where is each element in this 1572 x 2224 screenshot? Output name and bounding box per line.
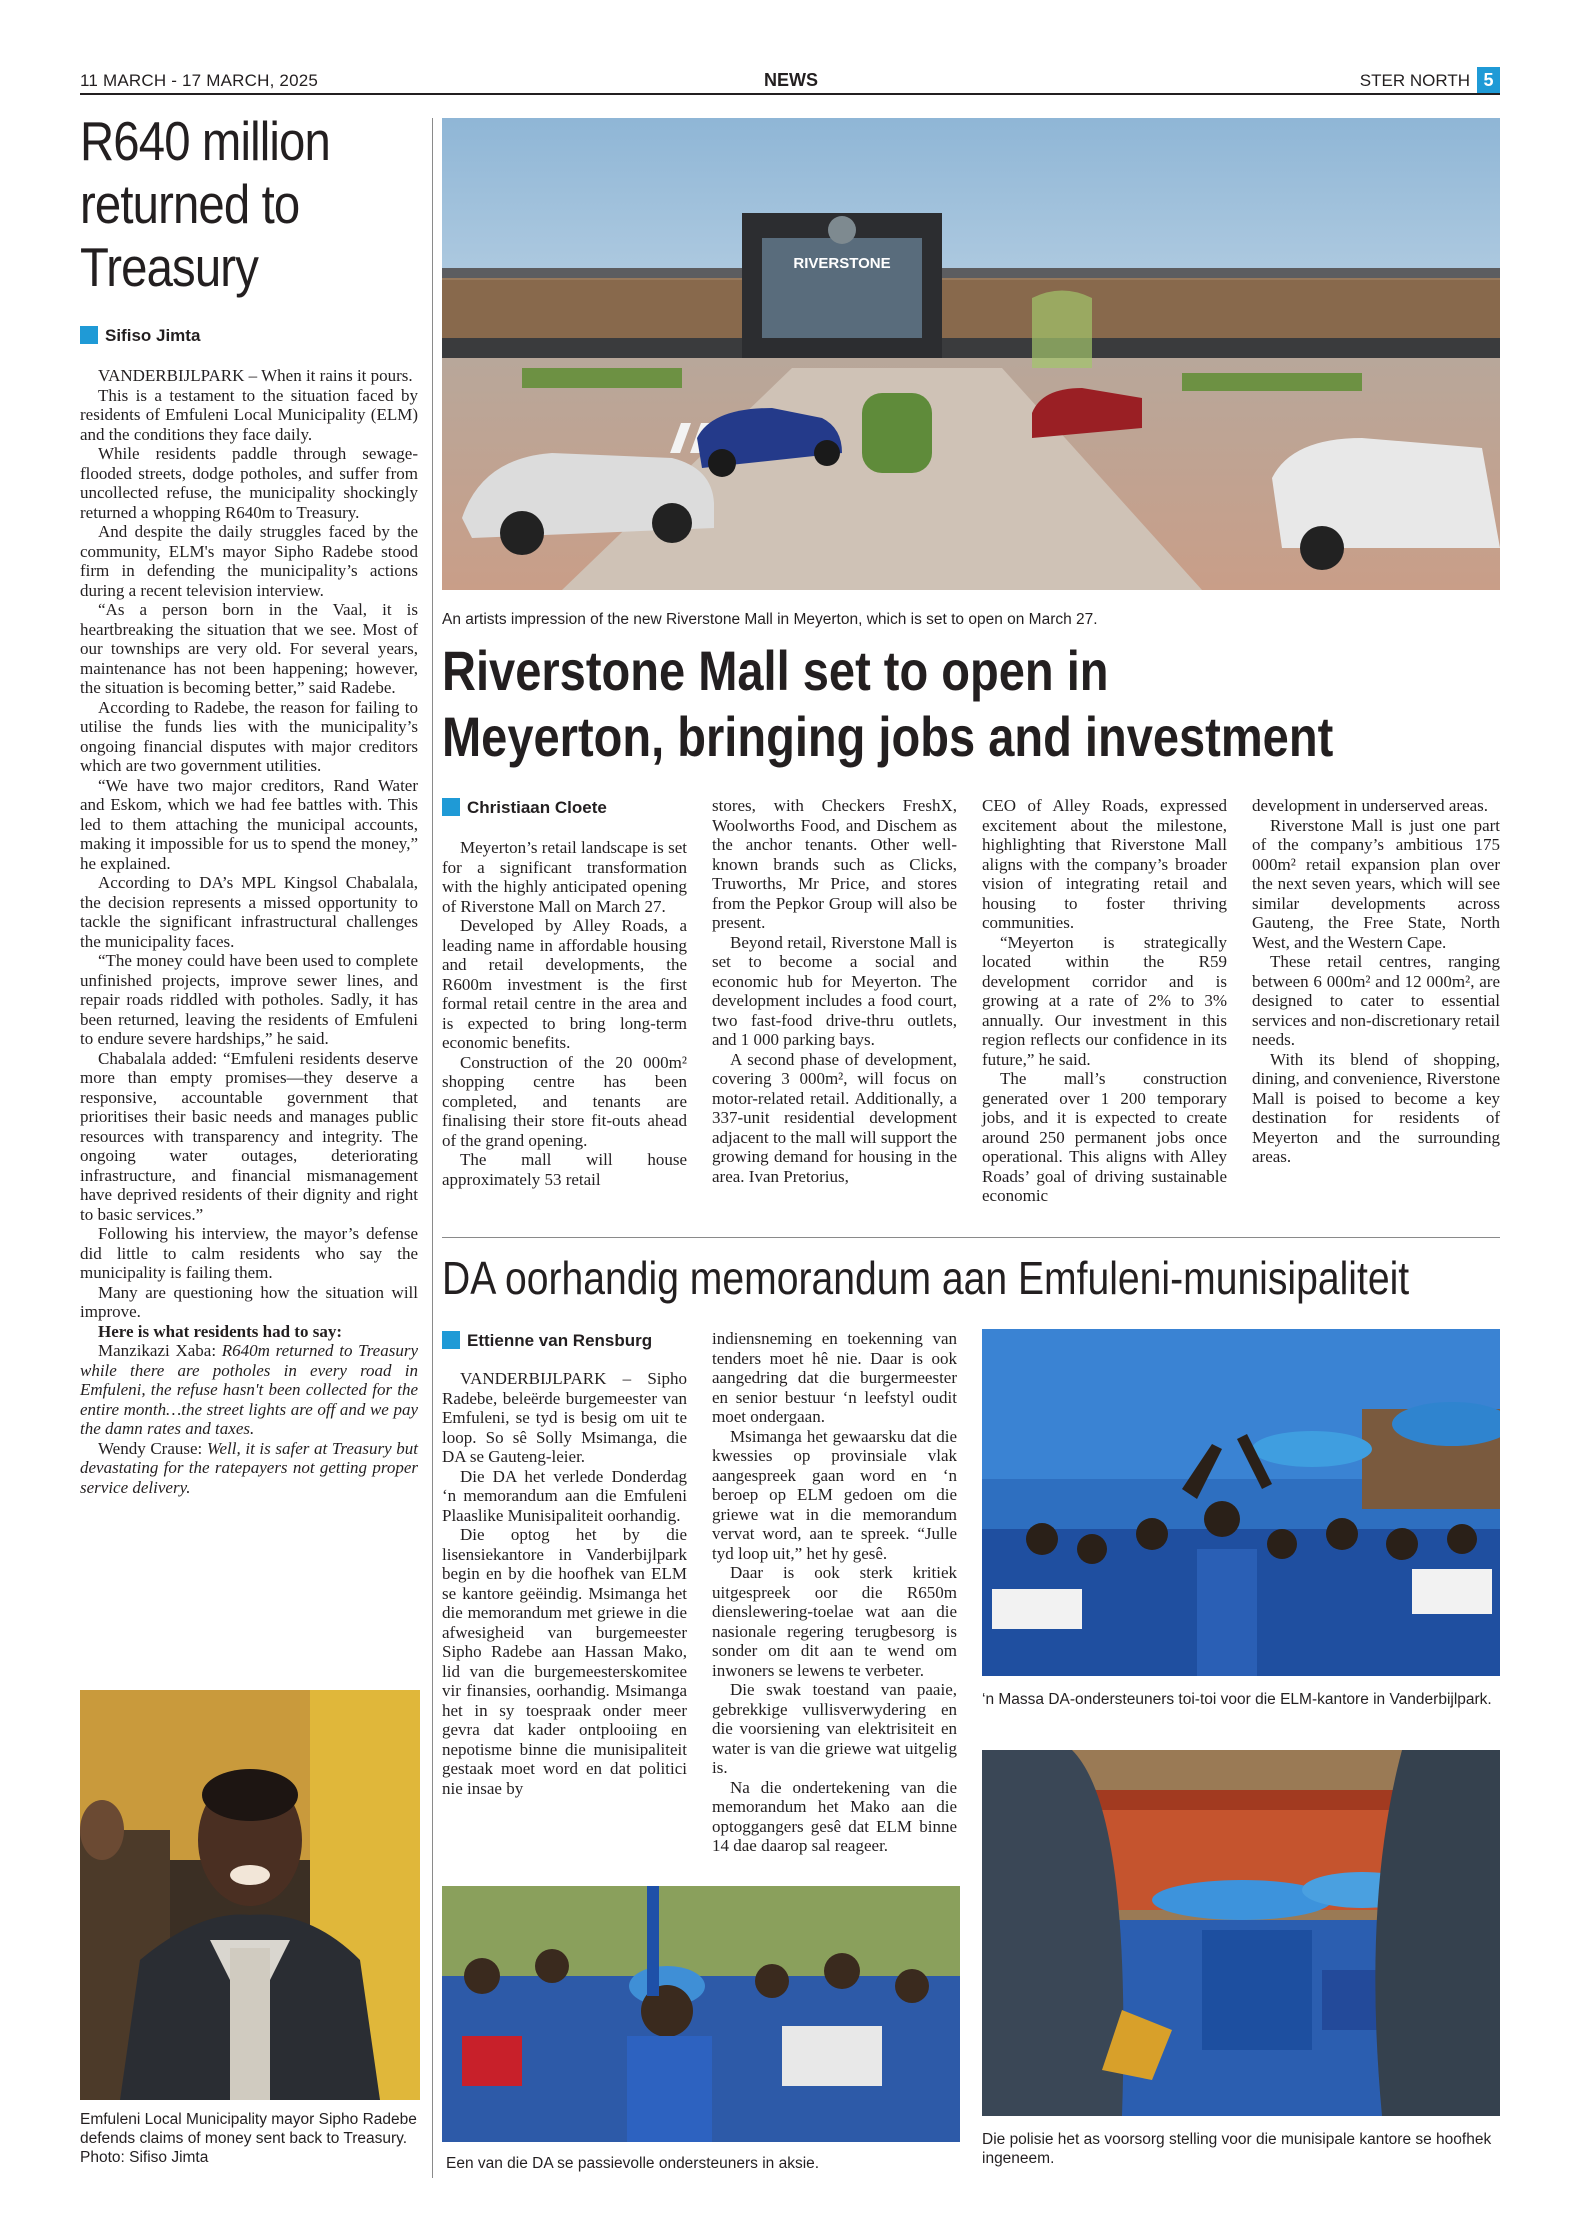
article2-col1: Meyerton’s retail landscape is set for a significant transformation with the highly anticipated opening of Riverstone Mall on March 27. Developed by Alley Roads, a leading name in affordable housing and retail developments, the R600m investment is the first formal retail centre in the area and is expected to bring long-term economic benefits. Construction of the 20 000m² shopping centre has been completed, and tenants are finalising their store fit-outs ahead of the grand opening. The mall will house approximately 53 retail bbox=[442, 838, 687, 1189]
police-photo-caption: Die polisie het as voorsorg stelling voor die munisipale kantore se hoofhek ingeneem. bbox=[982, 2131, 1492, 2167]
da-march-photo bbox=[982, 1329, 1500, 1676]
article3-byline: Ettienne van Rensburg bbox=[442, 1330, 652, 1352]
article2-col4: development in underserved areas. Riverstone Mall is just one part of the company’s ambitious 175 000m² retail expansion plan over the next seven years, which will see similar developments across Gauteng, the Free State, North West, and the Western Cape. These retail centres, ranging between 6 000m² and 12 000m², are designed to cater to essential services and non-discretionary retail needs. With its blend of shopping, dining, and convenience, Riverstone Mall is poised to become a key destination for residents of Meyerton and the surrounding areas. bbox=[1252, 796, 1500, 1166]
article1-body: VANDERBIJLPARK – When it rains it pours. This is a testament to the situation faced by residents of Emfuleni Local Municipality (ELM) and the conditions they face daily. While residents paddle through sewage-flooded streets, dodge potholes, and suffer from uncollected refuse, the municipality shockingly returned a whopping R640m to Treasury. And despite the daily struggles faced by the community, ELM's mayor Sipho Radebe stood firm in defending the municipality’s actions during a recent television interview. “As a person born in the Vaal, it is heartbreaking the situation that we see. Most of our townships are very old. For several years, maintenance has not been happening; however, the situation is becoming better,” said Radebe. According to Radebe, the reason for failing to utilise the funds lies with the municipality’s ongoing financial disputes with major creditors which are two government utilities. “We have two major creditors, Rand Water and Eskom, which we had fee battles with. This led to them attaching the municipal accounts, making it impossible for us to spend the money,” he explained. According to DA’s MPL Kingsol Chabalala, the decision represents a missed opportunity to tackle the significant infrastructural challenges the municipality faces. “The money could have been used to complete unfinished projects, improve sewer lines, and repair roads riddled with potholes. Sadly, it has been returned, leaving the residents of Emfuleni to endure severe hardships,” he said. Chabalala added: “Emfuleni residents deserve more than empty promises—they deserve a responsive, accountable government that prioritises their basic needs and manages public resources with transparency and integrity. The ongoing water outages, deteriorating infrastructure, and financial mismanagement have deprived residents of their dignity and right to basic services.” Following his interview, the mayor’s defense did little to calm residents who say the municipality is failing them. Many are questioning how the situation will improve. Here is what residents had to say: Manzikazi Xaba: R640m returned to Treasury while there are potholes in every road in Emfuleni, the refuse hasn't been collected for the entire month…the street lights are off and we pay the damn rates and taxes. Wendy Crause: Well, it is safer at Treasury but devastating for the ratepayers not getting proper service delivery. bbox=[80, 366, 419, 1497]
article3-col2: indiensneming en toekenning van tenders moet hê nie. Daar is ook aangedring dat die burgermeester en senior bestuur ‘n leefstyl oudit moet ondergaan. Msimanga het gewaarsku dat die kwessies op provinsiale vlak aangespreek gaan word en ‘n beroep op ELM gedoen om die griewe wat in die memorandum vervat word, aan te spreek. “Julle tyd loop uit,” het hy gesê. Daar is ook sterk kritiek uitgespreek oor die R650m dienslewering-toelae wat aan die nasionale regering terugbesorg is sonder om dit aan te wend om inwoners se lewens te verbeter. Die swak toestand van paaie, gebrekkige vullisverwydering en die voorsiening van elektrisiteit en water is van die griewe wat uitgelig is. Na die ondertekening van die memorandum het Mako aan die optoggangers gesê dat ELM binne 14 dae daarop sal reageer. bbox=[712, 1329, 957, 1855]
da-supporter-photo bbox=[442, 1886, 960, 2142]
mall-render-image bbox=[442, 118, 1500, 590]
da-supporter-photo-caption: Een van die DA se passievolle ondersteuners in aksie. bbox=[446, 2155, 820, 2172]
page-number: 5 bbox=[1477, 67, 1500, 94]
mayor-photo-caption: Emfuleni Local Municipality mayor Sipho Radebe defends claims of money sent back to Treasury. Photo: Sifiso Jimta bbox=[80, 2111, 417, 2166]
publication-name: STER NORTH bbox=[1359, 71, 1470, 90]
article3-headline: DA oorhandig memorandum aan Emfuleni-munisipaliteit bbox=[442, 1252, 1410, 1304]
mall-sign: RIVERSTONE bbox=[793, 255, 891, 272]
police-photo bbox=[982, 1750, 1500, 2116]
byline-marker bbox=[442, 1331, 460, 1349]
column-divider bbox=[432, 118, 433, 2178]
header-rule bbox=[80, 93, 1500, 95]
article3-col1: VANDERBIJLPARK – Sipho Radebe, beleërde burgemeester van Emfuleni, se tyd is besig om uit te loop. So sê Solly Msimanga, die DA se Gauteng-leier. Die DA het verlede Donderdag ‘n memorandum aan die Emfuleni Plaaslike Munisipaliteit oorhandig. Die optog het by die lisensiekantore in Vanderbijlpark begin en by die hoofhek van ELM se kantore geëindig. Msimanga het die memorandum met griewe in die afwesigheid van burgemeester Sipho Radebe aan Hassan Mako, lid van die burgemeesterskomitee vir finansies, oorhandig. Msimanga het in sy toespraak onder meer gevra dat kader ontplooiing en nepotisme binne die munisipaliteit gestaak moet word en dat politici nie insae by bbox=[442, 1369, 687, 1798]
issue-date: 11 MARCH - 17 MARCH, 2025 bbox=[80, 71, 319, 90]
mayor-photo bbox=[80, 1690, 420, 2100]
article1-byline: Sifiso Jimta bbox=[80, 325, 200, 347]
byline-marker bbox=[442, 798, 460, 816]
article2-byline: Christiaan Cloete bbox=[442, 797, 607, 819]
da-march-photo-caption: ‘n Massa DA-ondersteuners toi-toi voor die ELM-kantore in Vanderbijlpark. bbox=[982, 1691, 1492, 1708]
article2-col2: stores, with Checkers FreshX, Woolworths Food, and Dischem as the anchor tenants. Other well-known brands such as Clicks, Truworths, Mr Price, and stores from the Pepkor Group will also be present. Beyond retail, Riverstone Mall is set to become a social and economic hub for Meyerton. The development includes a food court, two fast-food drive-thru outlets, and 1 000 parking bays. A second phase of development, covering 3 000m², will focus on motor-related retail. Additionally, a 337-unit residential development adjacent to the mall will support the growing demand for housing in the area. Ivan Pretorius, bbox=[712, 796, 957, 1186]
article2-headline: Riverstone Mall set to open in Meyerton, bringing jobs and investment bbox=[442, 639, 1334, 768]
mall-image-caption: An artists impression of the new Riverstone Mall in Meyerton, which is set to open on March 27. bbox=[442, 611, 1098, 628]
article2-col3: CEO of Alley Roads, expressed excitement about the milestone, highlighting that Riverstone Mall aligns with the company’s broader vision of integrating retail and housing to foster thriving communities. “Meyerton is strategically located within the R59 development corridor and is growing at a rate of 2% to 3% annually. Our investment in this region reflects our confidence in its future,” he said. The mall’s construction generated over 1 200 temporary jobs, and it is expected to create around 250 permanent jobs once operational. This aligns with Alley Roads’ goal of driving sustainable economic bbox=[982, 796, 1227, 1205]
byline-marker bbox=[80, 326, 98, 344]
section-label: NEWS bbox=[764, 70, 818, 90]
article1-headline: R640 million returned to Treasury bbox=[80, 110, 330, 298]
section-divider bbox=[442, 1237, 1500, 1238]
